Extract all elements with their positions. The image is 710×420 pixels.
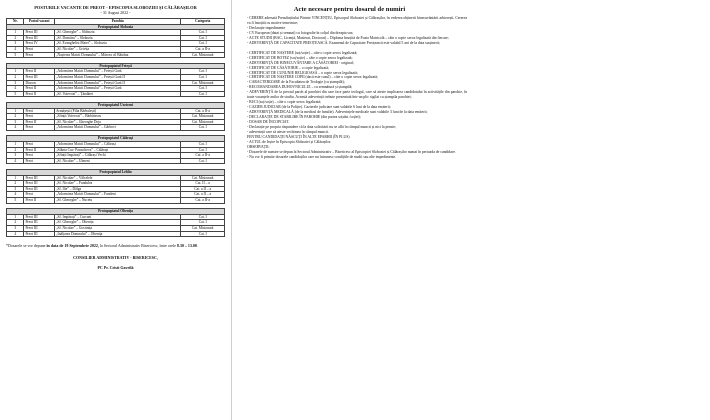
cell-post: Preot IV xyxy=(24,41,55,47)
group-name: Protopopiatul Fetești xyxy=(7,63,225,69)
requirement-item: FENTRU CANDIDAȚII NĂSCUȚI ÎN ALTE EPARHII (ÎN PLUS) xyxy=(247,134,350,139)
cell-post: Preot III xyxy=(24,220,55,226)
cell-parish: „Adormirea Maicii Domnului” – Fetești Gară II xyxy=(54,74,180,80)
table-row xyxy=(7,231,225,237)
cell-nr: 4 xyxy=(7,46,24,52)
left-document-page xyxy=(0,0,232,420)
group-name: Protopopiatul Oltenița xyxy=(7,209,225,215)
requirement-item: - CERTIFICAT DE BOTEZ (soț/soție) – câte o copie xerox legalizată; xyxy=(247,55,353,60)
cell-category: Cat. I xyxy=(181,158,225,164)
cell-post: Preot xyxy=(24,114,55,120)
header-category: Categoria xyxy=(181,19,225,25)
cell-post: Preot III xyxy=(24,175,55,181)
cell-nr: 2 xyxy=(7,147,24,153)
cell-category: Cat. Misionară xyxy=(181,175,225,181)
cell-nr: 1 xyxy=(7,69,24,75)
group-name: Protopopiatul Slobozia xyxy=(7,24,225,30)
cell-nr: 4 xyxy=(7,231,24,237)
cell-category: Cat. a II-a xyxy=(181,46,225,52)
cell-category: Cat. Misionară xyxy=(181,80,225,86)
cell-post: Preot xyxy=(24,192,55,198)
cell-nr: 1 xyxy=(7,214,24,220)
cell-category: Cat. Misionară xyxy=(181,114,225,120)
group-name: Protopopiatul Lehliu xyxy=(7,170,225,176)
group-name: Protopopiatul Urziceni xyxy=(7,102,225,108)
cell-nr: 3 xyxy=(7,41,24,47)
cell-nr: 5 xyxy=(7,52,24,58)
cell-parish: „Nașterea Maicii Domnului” – Mărcea cil Bătrâna xyxy=(54,52,180,58)
cell-nr: 4 xyxy=(7,86,24,92)
cell-post: Preot II xyxy=(24,198,55,204)
requirement-item: - BI/CI (soț/soție) – câte o copie xerox legalizată; xyxy=(247,100,322,105)
requirements-list xyxy=(247,16,467,160)
cell-parish: „Sfinții Voievozi” – Bărbătescu xyxy=(54,114,180,120)
cell-parish: „Adormirea Maicii Domnului” – Călărași xyxy=(54,142,180,148)
cell-nr: 2 xyxy=(7,181,24,187)
cell-post: Preot III xyxy=(24,35,55,41)
cell-post: Preot xyxy=(24,52,55,58)
cell-parish: „Înălțarea Domnului” – Oltenița xyxy=(54,231,180,237)
cell-category: Cat. a II – a xyxy=(181,192,225,198)
document-date: - 31 August 2022 - xyxy=(100,10,131,15)
cell-post: Preot II xyxy=(24,147,55,153)
cell-category: Cat. I xyxy=(181,220,225,226)
requirement-item: OBSERVAȚII: xyxy=(247,144,270,149)
cell-nr: 1 xyxy=(7,142,24,148)
cell-post: Preot xyxy=(24,108,55,114)
right-document-page xyxy=(233,0,710,420)
cell-parish: „Sfinții Împărați” – Călărași Vechi xyxy=(54,153,180,159)
requirement-item: - CERTIFICAT DE NAȘTERE (soț/soție) – câte o copie xerox legalizată; xyxy=(247,50,358,55)
table-body xyxy=(7,24,225,237)
vacancies-table xyxy=(6,18,225,237)
cell-parish: „Sfânta Cuv. Parascheva” – Călărași xyxy=(54,147,180,153)
cell-category: Cat. a II – a xyxy=(181,186,225,192)
cell-parish: „Sf. Nicolae” – Vâlcelele xyxy=(54,175,180,181)
cell-category: Cat. I xyxy=(181,214,225,220)
cell-category: Cat. I xyxy=(181,125,225,131)
cell-parish: „Sf. Voievozi” – Țăndărei xyxy=(54,91,180,97)
requirement-item: - CERERE adresată Preasfințitului Părinte VINCENȚIU, Episcopul Sloboziei și Călărașilor, în vederea obținerii binecuvântării arhierești. Cererea va fi însoțită cu motive temeinice; xyxy=(247,16,467,25)
cell-category: Cat. I xyxy=(181,91,225,97)
cell-parish: „Adormirea Maicii Domnului” – Fetești Gară xyxy=(54,86,180,92)
note-post: la Sectorul Administrativ Bisericesc, între orele xyxy=(98,243,177,249)
cell-nr: 4 xyxy=(7,125,24,131)
requirement-item: - CERTIFICAT DE CUNUNIE RELIGIOASĂ – o copie xerox legalizată; xyxy=(247,70,358,75)
cell-parish: „Sf. Ilie” – Dâlga xyxy=(54,186,180,192)
cell-parish: „Sf. Dumitru” – Slobozia xyxy=(54,35,180,41)
requirements-title: Acte necesare pentru dosarul de numiri xyxy=(293,6,406,13)
requirement-item: - CAZIER JUDICIAR (de la Poliție). Cazierele judiciare sunt valabile 6 luni de la data emiterii; xyxy=(247,105,391,110)
requirement-item: - ADEVERINȚĂ MEDICALĂ (de la medicul de familie). Adeverințele medicale sunt valabile 3 luni de la data emiterii; xyxy=(247,110,428,115)
cell-nr: 5 xyxy=(7,91,24,97)
cell-category: Cat. Misionară xyxy=(181,52,225,58)
cell-nr: 3 xyxy=(7,153,24,159)
cell-parish: „Sf. Gheorghe” – Nucetu xyxy=(54,198,180,204)
cell-post: Preot II xyxy=(24,69,55,75)
cell-category: Cat. I xyxy=(181,74,225,80)
cell-nr: 5 xyxy=(7,198,24,204)
requirement-item: - ADEVERINȚĂ DE BINECUVÂNTARE A CĂSĂTORIEI - original; xyxy=(247,60,354,65)
requirement-item: - Declarație pe propria răspundere că la data solicitării nu se află în câmpul muncii și nici la pensie; xyxy=(247,125,397,130)
requirement-item: - ACTUL de Ieșire în Episcopia Sloboziei și Călărașilor. xyxy=(247,139,332,144)
cell-category: Cat. a II-a xyxy=(181,108,225,114)
cell-post: Preot III xyxy=(24,30,55,36)
cell-category: Cat. a II-a xyxy=(181,198,225,204)
cell-post: Preot xyxy=(24,125,55,131)
cell-parish: „Sf. Împărați” – Curcani xyxy=(54,214,180,220)
cell-category: Cat. Misionară xyxy=(181,225,225,231)
cell-nr: 3 xyxy=(7,119,24,125)
requirement-item: - ADEVERINȚĂ DE CAPACITATE PREOȚEASCĂ. Examenul de Capacitate Preoțească este valabil 5 ani de la data susținerii; xyxy=(247,40,440,45)
requirement-item: - DECLARAȚIE DE STABILIRE ÎN PAROHIE (din partea soțului /soției); xyxy=(247,115,361,120)
requirement-item: - CERTIFICAT DE CĂSĂTORIE – o copie legalizată; xyxy=(247,65,330,70)
requirement-item: - ACTE STUDII (BAC, Licență, Masterat, Doctorat) – Diploma însoțită de Foaia Matricolă – câte o copie xerox legalizată din fiecare; xyxy=(247,35,449,40)
cell-parish: „Adormirea Maicii Domnului” – Fundeni xyxy=(54,192,180,198)
cell-parish: „Sf. Nicolae” – Grivița xyxy=(54,46,180,52)
cell-post: Preot III xyxy=(24,74,55,80)
requirement-item: - Declarație impedimente xyxy=(247,25,286,30)
cell-nr: 3 xyxy=(7,80,24,86)
note-pre: *Dosarele se vor depune xyxy=(6,243,47,249)
cell-parish: Armășești (Filia Bărbulești) xyxy=(54,108,180,114)
cell-post: Preot II xyxy=(24,91,55,97)
cell-category: Cat. I xyxy=(181,147,225,153)
cell-category: Cat. I xyxy=(181,142,225,148)
cell-category: Cat. I xyxy=(181,35,225,41)
group-name: Protopopiatul Călărași xyxy=(7,136,225,142)
cell-post: Preot III xyxy=(24,231,55,237)
cell-parish: „Adormirea Maicii Domnului” – Fetești Gară xyxy=(54,69,180,75)
cell-parish: „Sf. Nicolae” – Fundulea xyxy=(54,181,180,187)
cell-category: Cat. II – a xyxy=(181,181,225,187)
cell-category: Cat. Misionară xyxy=(181,119,225,125)
cell-post: Preot xyxy=(24,46,55,52)
requirement-item: - CERTIFICAT DE NAȘTERE COPII (dacă este cazul) – câte o copie xerox legalizată; xyxy=(247,75,379,80)
requirement-item: - ADEVERINȚĂ de la preotul paroh al parohiei din care face parte teologul, care să ateste implicarea candidatului în activitățile din parohie, în toate vacanțele anilor de studiu. Această adeverință trebuie prezentată într-un plic sigilat cu ștampila parohiei; xyxy=(247,90,467,100)
cell-post: Preot III xyxy=(24,186,55,192)
cell-category: Cat. I xyxy=(181,30,225,36)
cell-post: Preot III xyxy=(24,225,55,231)
note-hours: 8.30 – 13.00 xyxy=(176,243,197,249)
cell-nr: 2 xyxy=(7,114,24,120)
requirement-item: - adeverință care să ateste vechimea în câmpul muncii. xyxy=(247,129,329,134)
signature-role: CONSILIER ADMINISTRATIV - BISERICESC, xyxy=(73,255,158,261)
cell-post: Preot xyxy=(24,153,55,159)
cell-category: Cat. I xyxy=(181,69,225,75)
cell-parish: „Adormirea Maicii Domnului” – Gârbovi xyxy=(54,125,180,131)
cell-nr: 4 xyxy=(7,158,24,164)
cell-post: Preot III xyxy=(24,181,55,187)
cell-nr: 4 xyxy=(7,192,24,198)
note-end: . xyxy=(196,243,198,249)
cell-category: Cat. I xyxy=(181,41,225,47)
document-title: POSTURILE VACANTE DE PREOT - EPISCOPIA SLOBOZIEI ȘI CĂLĂRAȘILOR xyxy=(34,5,197,10)
cell-nr: 1 xyxy=(7,108,24,114)
cell-parish: „Adormirea Maicii Domnului” – Fetești Gară II xyxy=(54,80,180,86)
cell-parish: „Sf. Evanghelist Matei” – Slobozia xyxy=(54,41,180,47)
cell-nr: 2 xyxy=(7,220,24,226)
cell-post: Diacon xyxy=(24,80,55,86)
cell-post: Preot xyxy=(24,142,55,148)
cell-category: Cat. I xyxy=(181,86,225,92)
requirement-item: - CARACTERIZARE de la Facultatea de Teologie (cu ștampilă); xyxy=(247,80,345,85)
requirement-item: - Nu vor fi primite dosarele candidaților care nu întrunesc condițiile de studii sau alte impedimente. xyxy=(247,154,397,159)
requirement-item: - RECOMANDAREA DUHOVNICULUI – cu semnătură și ștampilă; xyxy=(247,85,353,90)
cell-post: Preot xyxy=(24,158,55,164)
cell-parish: „Sf. Gheorghe” – Oltenița xyxy=(54,220,180,226)
header-nr: Nr. xyxy=(7,19,24,25)
requirement-item: - CV European (datat și semnat) cu fotografie în colțul din dreapta sus; xyxy=(247,30,354,35)
cell-nr: 1 xyxy=(7,30,24,36)
cell-parish: „Sf. Nicolae” – Gheorghe Doja xyxy=(54,119,180,125)
cell-nr: 1 xyxy=(7,175,24,181)
requirement-item: - DOSAR DE ÎNCOPCIAT. xyxy=(247,120,290,125)
cell-nr: 3 xyxy=(7,225,24,231)
header-parish: Parohia xyxy=(54,19,180,25)
cell-parish: „Sf. Gheorghe” – Slobozia xyxy=(54,30,180,36)
header-post: Postul vacant xyxy=(24,19,55,25)
cell-category: Cat. a II-a xyxy=(181,153,225,159)
cell-category: Cat. I xyxy=(181,231,225,237)
cell-parish: „Sf. Nicolae” – Gostinița xyxy=(54,225,180,231)
note-date: în data de 19 Septembrie 2022, xyxy=(46,243,99,249)
signature-name: PC Pr. Cristi Gavrilă xyxy=(97,265,134,271)
submission-note xyxy=(6,243,225,248)
cell-nr: 2 xyxy=(7,74,24,80)
cell-nr: 3 xyxy=(7,186,24,192)
cell-nr: 2 xyxy=(7,35,24,41)
cell-post: Preot II xyxy=(24,119,55,125)
cell-post: Preot III xyxy=(24,214,55,220)
cell-post: Preot II xyxy=(24,86,55,92)
requirement-item: - Dosarele de numire se depun la Sectorul Administrativ – Bisericesc al Episcopiei Sloboziei și Călărașilor numai în perioada de candidare. xyxy=(247,149,456,154)
cell-parish: „Sf. Nicolae” – Ulmeni xyxy=(54,158,180,164)
